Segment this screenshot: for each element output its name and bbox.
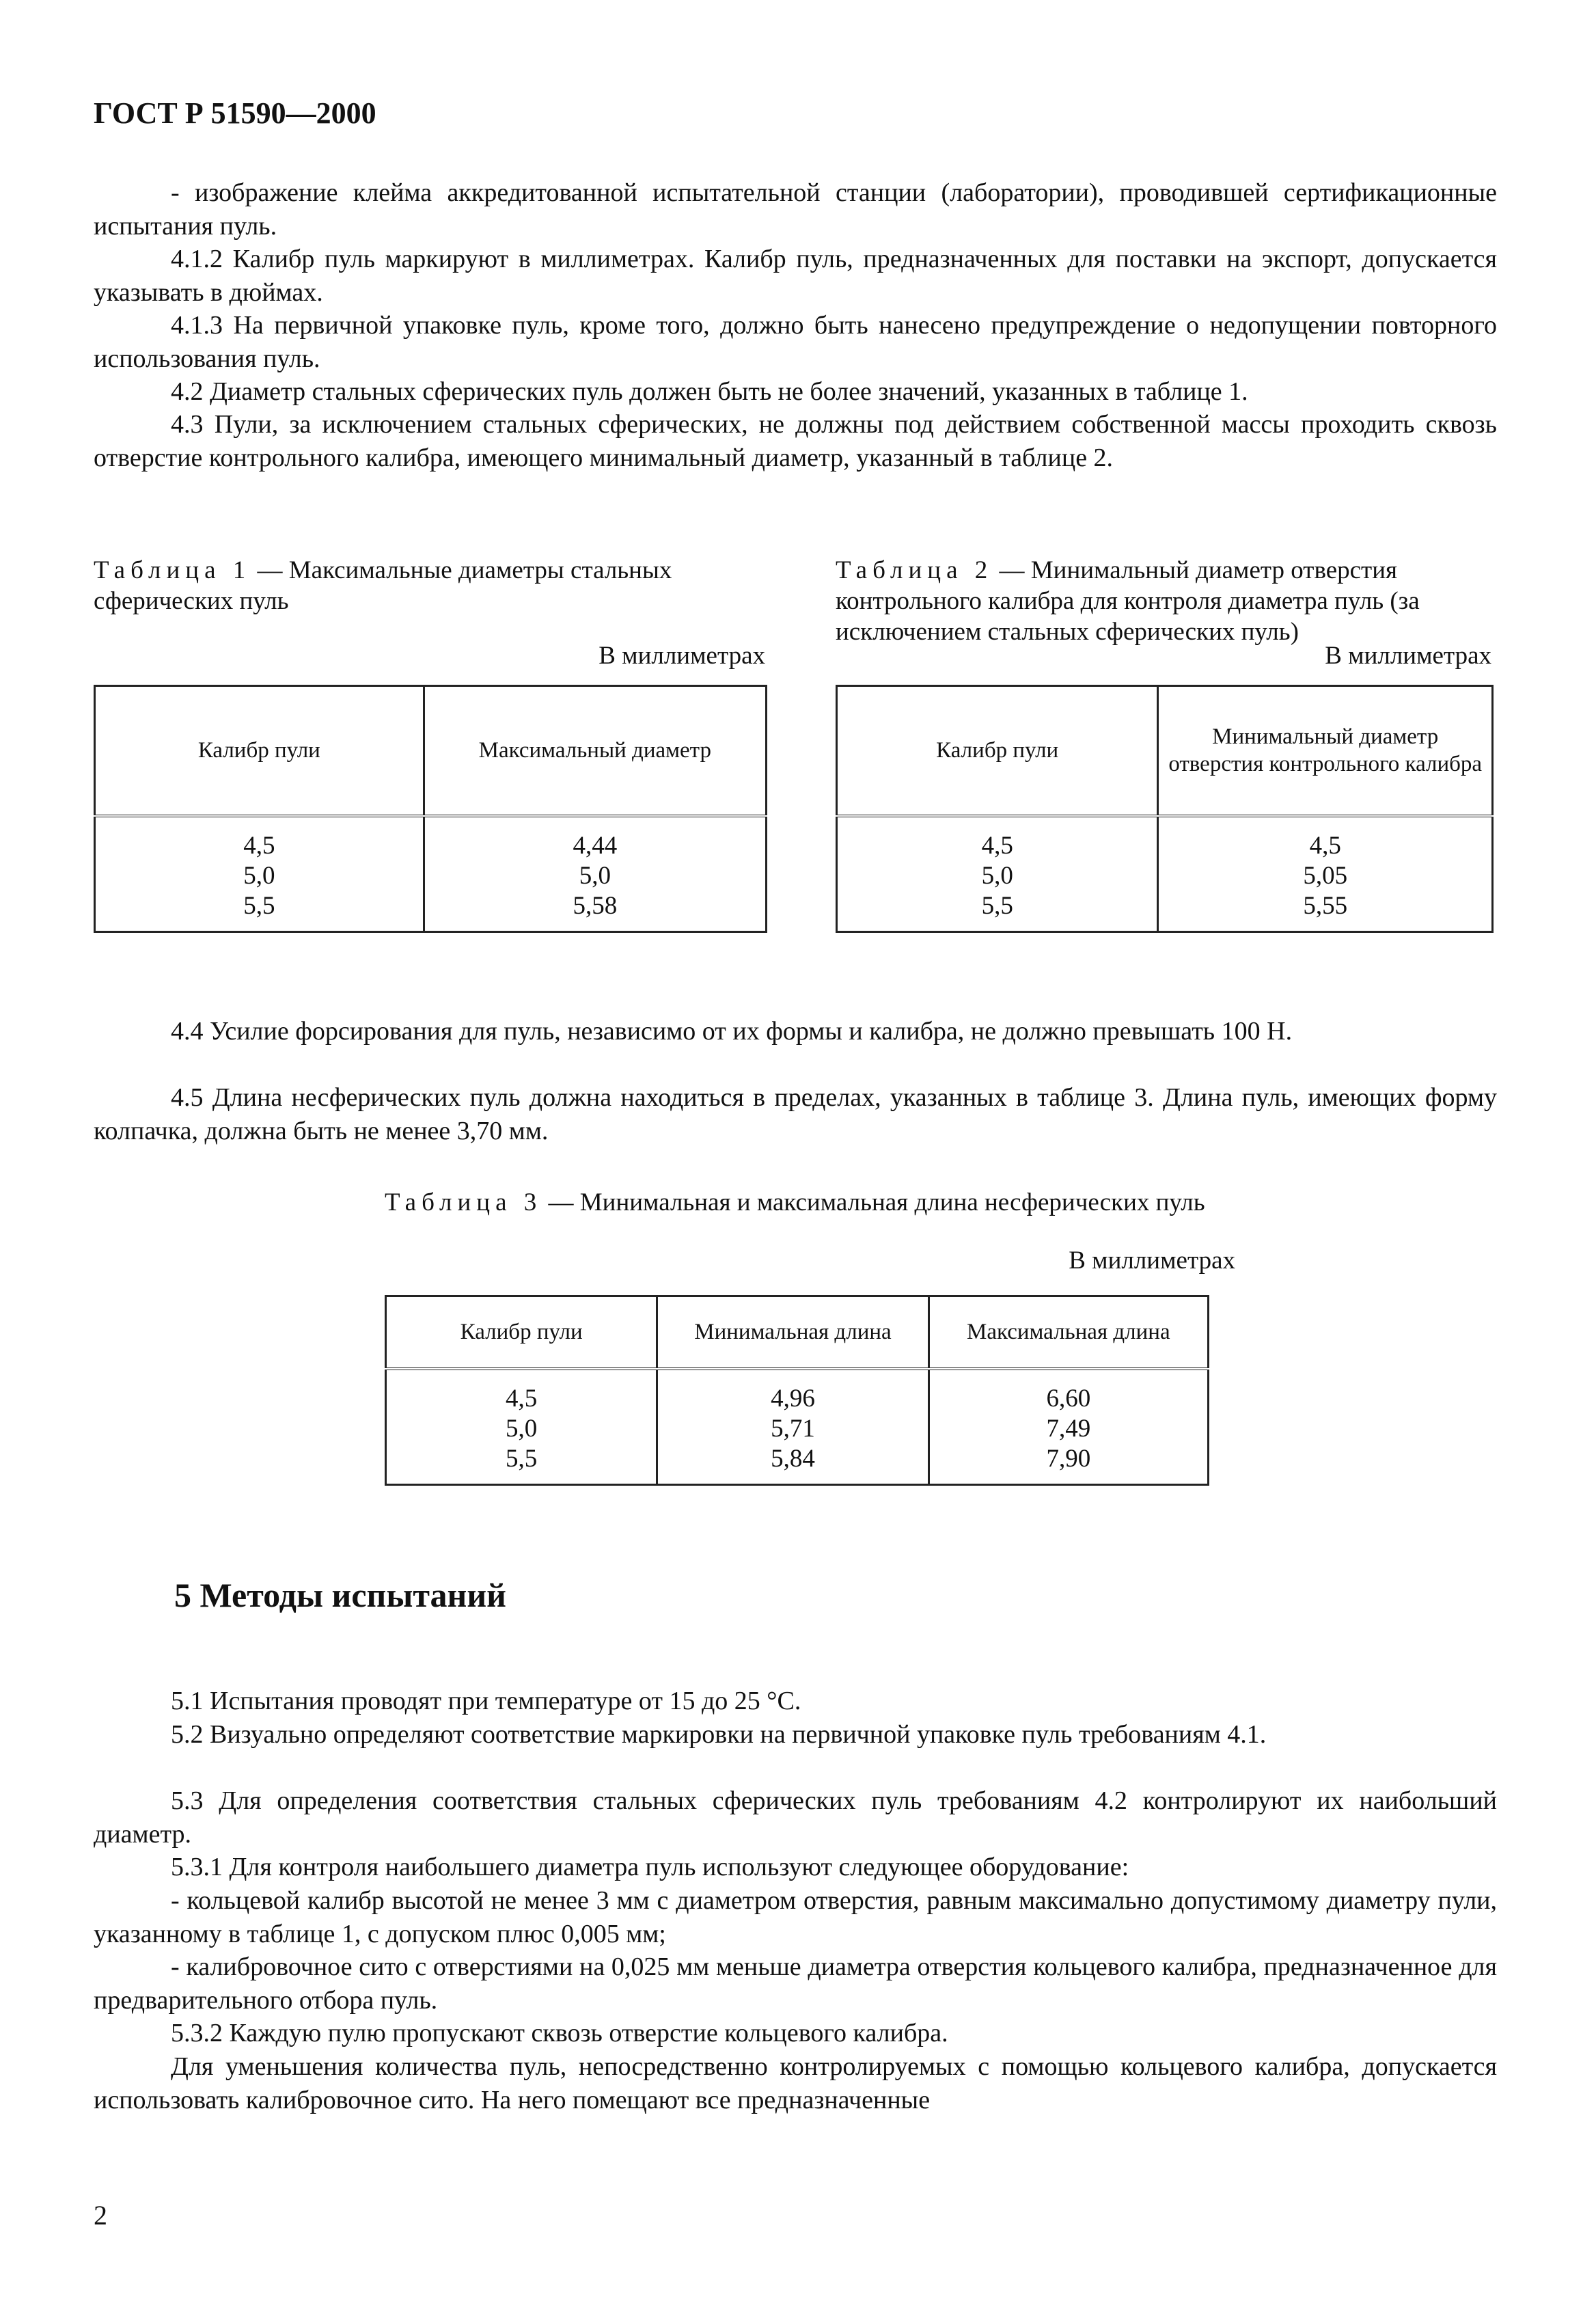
paragraph-5-3-1: 5.3.1 Для контроля наибольшего диаметра пуль используют следующее оборудование: [171, 1853, 1129, 1881]
table-3-caliber-value: 4,5 [506, 1384, 538, 1413]
table-2-diameter-cell [1158, 816, 1493, 932]
table-3-caption [385, 1187, 1232, 1218]
document-header: ГОСТ Р 51590—2000 [94, 96, 376, 130]
table-1 [94, 685, 767, 933]
table-2-caption [836, 555, 1491, 647]
paragraph-4-1-2: 4.1.2 Калибр пуль маркируют в миллиметрах. Калибр пуль, предназначенных для поставки на экспорт, допускается указывать в дюймах. [94, 245, 1497, 307]
table-3-min-length-cell [657, 1369, 928, 1485]
table-2-caliber-value: 5,0 [981, 861, 1013, 890]
table-3-caliber-cell [386, 1369, 657, 1485]
table-1-caption [94, 555, 770, 616]
paragraph-5-3-2: 5.3.2 Каждую пулю пропускают сквозь отверстие кольцевого калибра. [171, 2019, 948, 2047]
table-2-label: Таблица 2 [836, 556, 993, 584]
table-1-caliber-cell [95, 816, 424, 932]
table-2-caliber-value: 4,5 [981, 831, 1013, 860]
table-2-diameter-value: 4,5 [1309, 831, 1341, 860]
table-1-diameter-cell [424, 816, 766, 932]
table-1-unit: В миллиметрах [598, 642, 765, 670]
table-2-caliber-cell [837, 816, 1158, 932]
table-3-caliber-value: 5,0 [506, 1414, 538, 1443]
table-2-header-row [837, 686, 1493, 816]
table-2-header-min-diameter: Минимальный диаметр отверстия контрольного калибра [1158, 686, 1493, 816]
table-1-header-caliber: Калибр пули [95, 686, 424, 816]
table-3-header-max-length: Максимальная длина [928, 1296, 1208, 1369]
table-1-header-max-diameter: Максимальный диаметр [424, 686, 766, 816]
table-row [95, 816, 767, 932]
paragraph-5-3: 5.3 Для определения соответствия стальных сферических пуль требованиям 4.2 контролируют их наибольший диаметр. [94, 1786, 1497, 1849]
table-row [837, 816, 1493, 932]
table-1-diameter-value: 5,0 [579, 861, 611, 890]
paragraph-5-2: 5.2 Визуально определяют соответствие маркировки на первичной упаковке пуль требованиям 4.1. [171, 1720, 1267, 1749]
table-1-title: — Максимальные диаметры стальных сферических пуль [94, 556, 672, 615]
paragraph-4-3: 4.3 Пули, за исключением стальных сферических, не должны под действием собственной массы проходить сквозь отверстие контрольного калибра, имеющего минимальный диаметр, указанный в таблице 2. [94, 410, 1497, 472]
table-3-caliber-value: 5,5 [506, 1444, 538, 1473]
table-1-header-row [95, 686, 767, 816]
table-2-caliber-value: 5,5 [981, 891, 1013, 920]
table-3-label: Таблица 3 [385, 1188, 542, 1216]
table-1-caliber-value: 5,5 [243, 891, 275, 920]
table-3-max-length-value: 6,60 [1046, 1384, 1091, 1413]
paragraph-4-1-1-item: - изображение клейма аккредитованной испытательной станции (лаборатории), проводившей сертификационные испытания пуль. [94, 178, 1497, 241]
table-3-header-caliber: Калибр пули [386, 1296, 657, 1369]
paragraph-4-4: 4.4 Усилие форсирования для пуль, независимо от их формы и калибра, не должно превышать 100 Н. [171, 1017, 1293, 1046]
paragraph-5-3-2-cont: Для уменьшения количества пуль, непосредственно контролируемых с помощью кольцевого калибра, допускается использовать калибровочное сито. На него помещают все предназначенные [94, 2052, 1497, 2114]
table-2-diameter-value: 5,55 [1303, 891, 1348, 920]
table-2-diameter-value: 5,05 [1303, 861, 1348, 890]
paragraph-5-3-1-item-1: - кольцевой калибр высотой не менее 3 мм с диаметром отверстия, равным максимально допустимому диаметру пули, указанному в таблице 1, с допуском плюс 0,005 мм; [94, 1886, 1497, 1948]
table-1-caliber-value: 4,5 [243, 831, 275, 860]
table-3-header-row [386, 1296, 1209, 1369]
table-3-unit: В миллиметрах [1069, 1247, 1235, 1275]
table-1-diameter-value: 5,58 [573, 891, 618, 920]
paragraph-4-2: 4.2 Диаметр стальных сферических пуль должен быть не более значений, указанных в таблице 1. [171, 377, 1248, 406]
section-title: 5 Методы испытаний [174, 1576, 506, 1614]
table-3-max-length-cell [928, 1369, 1208, 1485]
table-2 [836, 685, 1494, 933]
paragraph-5-1: 5.1 Испытания проводят при температуре от 15 до 25 °С. [171, 1687, 801, 1715]
table-1-diameter-value: 4,44 [573, 831, 618, 860]
table-3-min-length-value: 5,71 [771, 1414, 815, 1443]
table-3-min-length-value: 4,96 [771, 1384, 815, 1413]
table-2-title: — Минимальный диаметр отверстия контрольного калибра для контроля диаметра пуль (за исключением стальных сферических пуль) [836, 556, 1420, 646]
table-1-label: Таблица 1 [94, 556, 251, 584]
table-row [386, 1369, 1209, 1485]
table-3-title: — Минимальная и максимальная длина несферических пуль [542, 1188, 1205, 1216]
table-2-header-caliber: Калибр пули [837, 686, 1158, 816]
table-3-header-min-length: Минимальная длина [657, 1296, 928, 1369]
paragraph-5-3-1-item-2: - калибровочное сито с отверстиями на 0,025 мм меньше диаметра отверстия кольцевого калибра, предназначенное для предварительного отбора пуль. [94, 1952, 1497, 2015]
table-1-caliber-value: 5,0 [243, 861, 275, 890]
table-3-max-length-value: 7,49 [1046, 1414, 1091, 1443]
paragraph-4-5: 4.5 Длина несферических пуль должна находиться в пределах, указанных в таблице 3. Длина пуль, имеющих форму колпачка, должна быть не менее 3,70 мм. [94, 1083, 1497, 1145]
paragraph-4-1-3: 4.1.3 На первичной упаковке пуль, кроме того, должно быть нанесено предупреждение о недопущении повторного использования пуль. [94, 311, 1497, 373]
table-3-min-length-value: 5,84 [771, 1444, 815, 1473]
table-3-max-length-value: 7,90 [1046, 1444, 1091, 1473]
table-3 [385, 1295, 1209, 1486]
table-2-unit: В миллиметрах [1325, 642, 1491, 670]
page-number: 2 [94, 2200, 107, 2231]
